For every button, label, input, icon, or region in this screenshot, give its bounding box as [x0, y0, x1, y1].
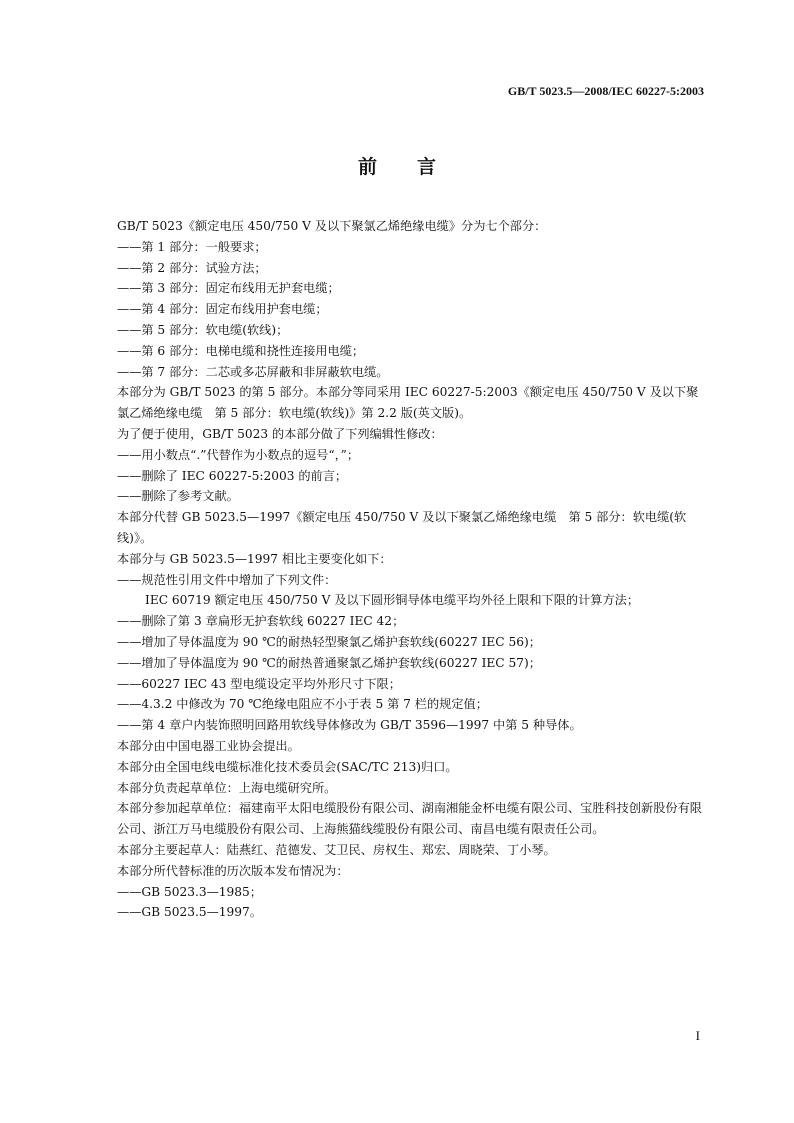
- list-item-edit-1: ——用小数点“.”代替作为小数点的逗号“，”；: [117, 447, 360, 462]
- paragraph-adoption: 本部分为 GB/T 5023 的第 5 部分。本部分等同采用 IEC 60227-5:2003《额定电压 450/750 V 及以下聚氯乙烯绝缘电缆 第 5 部分：软电缆(软线)》第 2.2 版(英文版)。: [117, 385, 699, 421]
- paragraph-changes-intro: 本部分与 GB 5023.5—1997 相比主要变化如下：: [117, 551, 392, 566]
- list-item-part-3: ——第 3 部分：固定布线用无护套电缆；: [117, 281, 340, 296]
- list-item-history-2: ——GB 5023.5—1997。: [117, 905, 262, 920]
- paragraph-drafters: 本部分主要起草人：陆燕红、范德发、艾卫民、房权生、郑宏、周晓荣、丁小琴。: [117, 842, 556, 857]
- paragraph-proposed-by: 本部分由中国电器工业协会提出。: [117, 738, 300, 753]
- list-item-part-4: ——第 4 部分：固定布线用护套电缆；: [117, 302, 328, 317]
- paragraph-edits-intro: 为了便于使用，GB/T 5023 的本部分做了下列编辑性修改：: [117, 426, 443, 441]
- list-item-change-1: ——规范性引用文件中增加了下列文件：: [117, 572, 337, 587]
- list-item-change-5: ——60227 IEC 43 型电缆设定平均外形尺寸下限；: [117, 676, 401, 691]
- document-body: [89, 216, 709, 923]
- list-item-change-3: ——增加了导体温度为 90 ℃的耐热轻型聚氯乙烯护套软线(60227 IEC 56)；: [117, 634, 541, 649]
- list-item-change-4: ——增加了导体温度为 90 ℃的耐热普通聚氯乙烯护套软线(60227 IEC 57)；: [117, 655, 541, 670]
- list-item-part-6: ——第 6 部分：电梯电缆和挠性连接用电缆；: [117, 343, 365, 358]
- list-item-change-1-detail: IEC 60719 额定电压 450/750 V 及以下圆形铜导体电缆平均外径上限和下限的计算方法；: [145, 593, 640, 608]
- list-item-part-5: ——第 5 部分：软电缆(软线)；: [117, 322, 289, 337]
- standard-code: GB/T 5023.5—2008/IEC 60227-5:2003: [507, 84, 704, 98]
- list-item-change-6: ——4.3.2 中修改为 70 ℃绝缘电阻应不小于表 5 第 7 栏的规定值；: [117, 697, 488, 712]
- list-item-part-7: ——第 7 部分：二芯或多芯屏蔽和非屏蔽软电缆。: [117, 364, 389, 379]
- list-item-part-1: ——第 1 部分：一般要求；: [117, 239, 267, 254]
- list-item-change-2: ——删除了第 3 章扁形无护套软线 60227 IEC 42；: [117, 614, 405, 629]
- list-item-part-2: ——第 2 部分：试验方法；: [117, 260, 267, 275]
- list-item-change-7: ——第 4 章户内装饰照明回路用软线导体修改为 GB/T 3596—1997 中第 5 种导体。: [117, 718, 582, 733]
- paragraph-administered-by: 本部分由全国电线电缆标准化技术委员会(SAC/TC 213)归口。: [117, 759, 458, 774]
- list-item-history-1: ——GB 5023.3—1985；: [117, 884, 262, 899]
- paragraph-intro: GB/T 5023《额定电压 450/750 V 及以下聚氯乙烯绝缘电缆》分为七个部分：: [117, 219, 547, 233]
- page-number: I: [695, 1028, 700, 1043]
- paragraph-replaces: 本部分代替 GB 5023.5—1997《额定电压 450/750 V 及以下聚氯乙烯绝缘电缆 第 5 部分：软电缆(软线)》。: [117, 510, 687, 545]
- page-title: 前言: [357, 156, 476, 178]
- list-item-edit-2: ——删除了 IEC 60227-5:2003 的前言；: [117, 468, 348, 483]
- paragraph-participating-units: 本部分参加起草单位：福建南平太阳电缆股份有限公司、湖南湘能金杯电缆有限公司、宝胜科技创新股份有限公司、浙江万马电缆股份有限公司、上海熊猫线缆股份有限公司、南昌电缆有限责任公司。: [117, 801, 702, 837]
- paragraph-history-intro: 本部分所代替标准的历次版本发布情况为：: [117, 863, 349, 878]
- list-item-edit-3: ——删除了参考文献。: [117, 489, 239, 504]
- paragraph-drafting-unit: 本部分负责起草单位：上海电缆研究所。: [117, 780, 337, 795]
